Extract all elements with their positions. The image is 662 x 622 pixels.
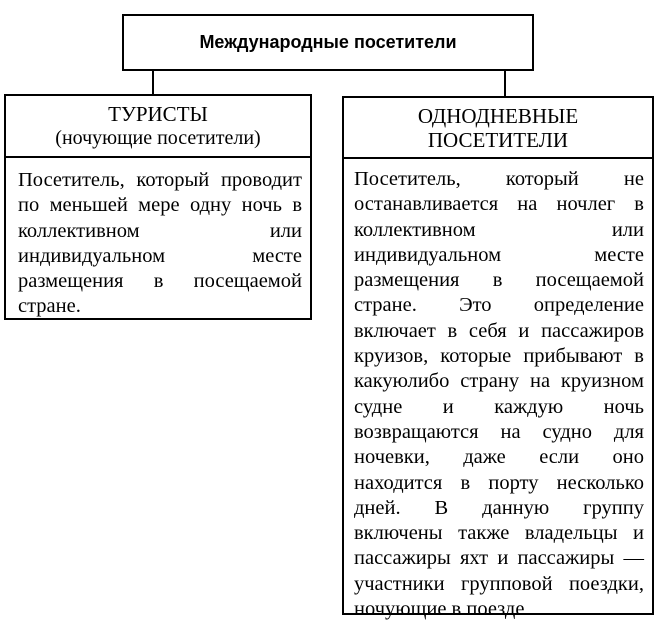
tourists-description: Посетитель, который проводит по меньшей мере одну ночь в коллективном или индивидуальном месте размещения в посещаемой стране. — [18, 169, 302, 318]
tourists-header-box — [4, 94, 312, 158]
tourists-description-box — [4, 156, 312, 320]
connector-right — [504, 71, 506, 96]
day-visitors-header-box — [342, 96, 654, 159]
connector-left — [152, 71, 154, 94]
day-visitors-title-line2: ПОСЕТИТЕЛИ — [427, 128, 569, 152]
root-node-title: Международные посетители — [199, 32, 457, 52]
tourists-title: ТУРИСТЫ — [108, 102, 208, 126]
day-visitors-description-box — [342, 157, 654, 621]
day-visitors-description: Посетитель, который не останавливается на ночлег в коллективном или индивидуальном месте размещения в посещаемой стране. Это определение включает в себя и пассажиров круизов, которые прибывают в какуюлибо страну на круизном судне и каждую ночь возвращаются на судно для ночевки, даже если оно находится в порту несколько дней. В данную группу включены также владельцы и пассажиры яхт и пассажиры — участники групповой поездки, ночующие в поезде — [354, 168, 644, 621]
tourists-subtitle: (ночующие посетители) — [55, 127, 261, 149]
root-node-box — [122, 14, 534, 71]
day-visitors-title-line1: ОДНОДНЕВНЫЕ — [417, 104, 579, 128]
